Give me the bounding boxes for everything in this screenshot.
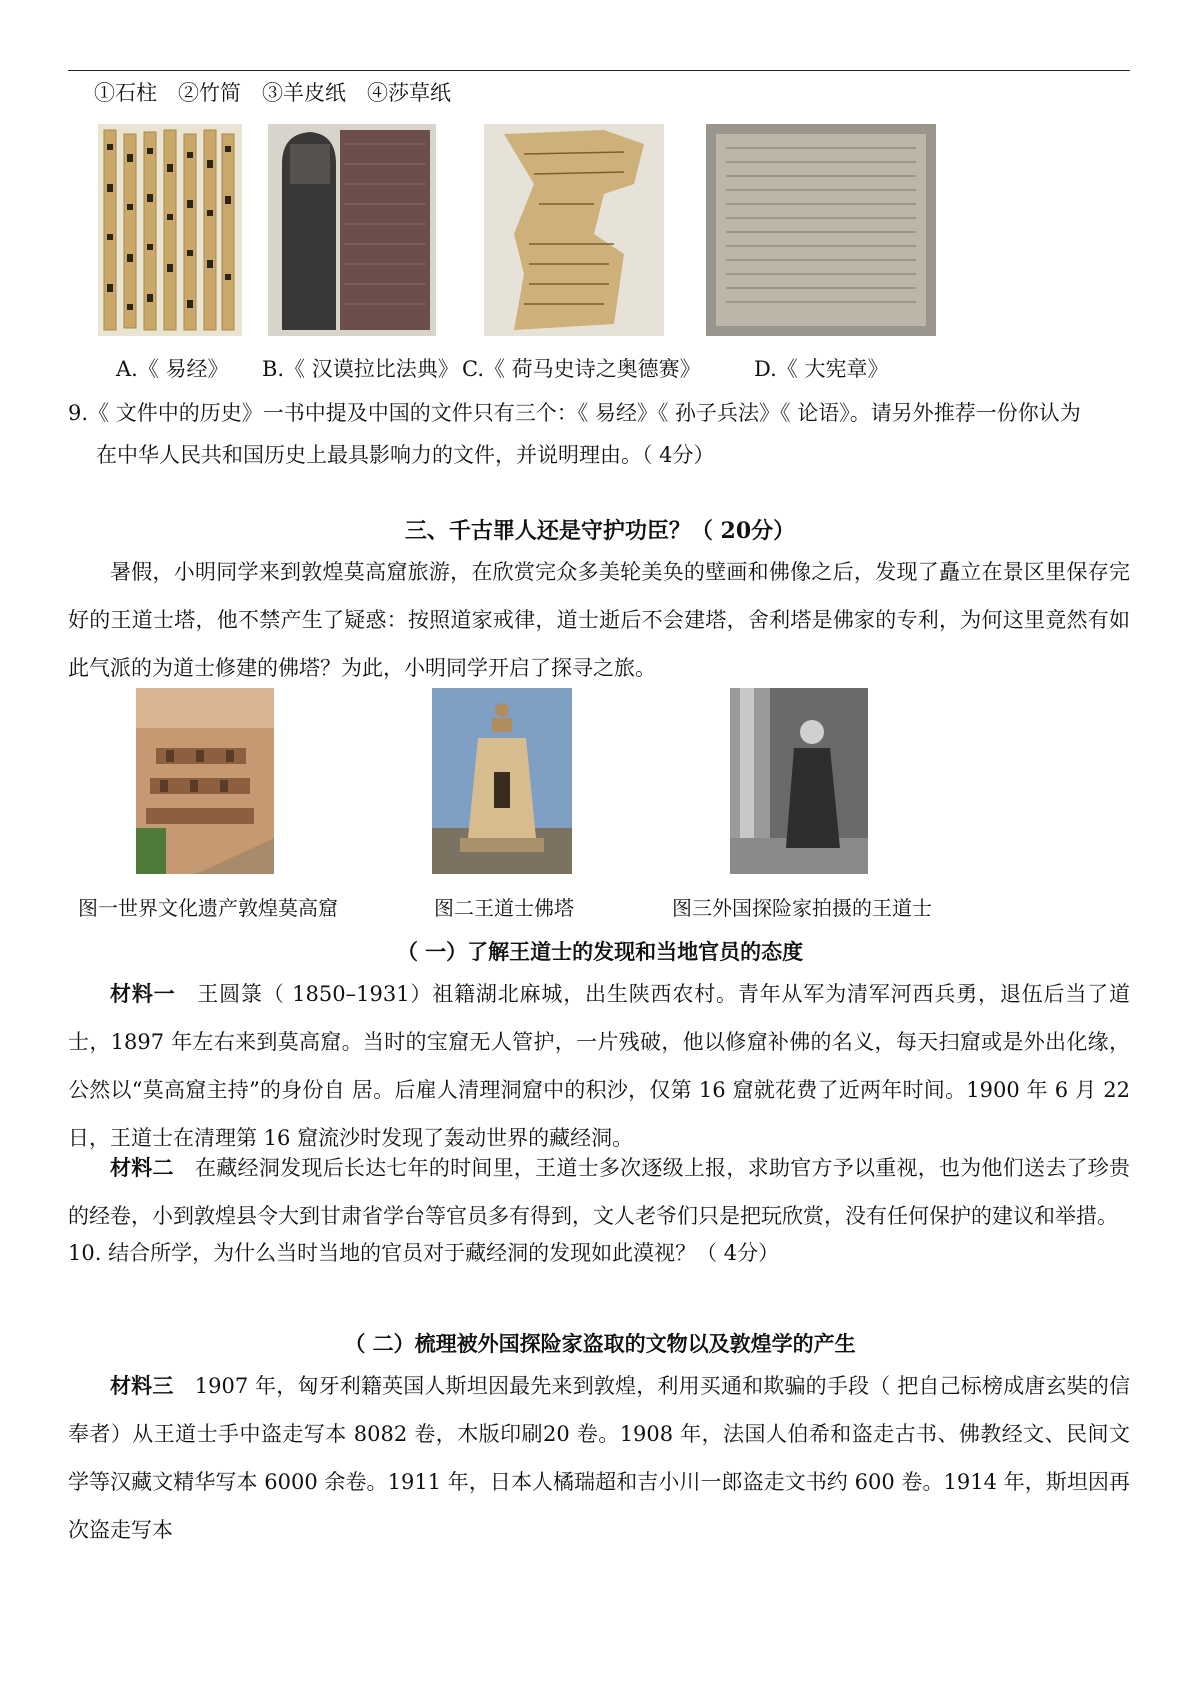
question-9-line1: 9.《 文件中的历史》一书中提及中国的文件只有三个：《 易经》《 孙子兵法》《 论语》。请另外推荐一份你认为 [68, 401, 1081, 425]
material-2-text: 在藏经洞发现后长达七年的时间里，王道士多次逐级上报，求助官方予以重视，也为他们送去了珍贵的经卷，小到敦煌县令大到甘肃省学台等官员多有得到，文人老爷们只是把玩欣赏，没有任何保护的建议和举措。 [68, 1156, 1131, 1228]
papyrus-odyssey-image [484, 124, 664, 336]
choice-c: C.《 荷马史诗之奥德赛》 [462, 357, 701, 381]
material-3 [68, 1362, 1130, 1554]
section-3-title: 三、千古罪人还是守护功臣？（ 20分） [404, 518, 796, 544]
subsection-1-title: （ 一）了解王道士的发现和当地官员的态度 [396, 939, 804, 964]
wang-daoshi-photo-image [730, 688, 868, 874]
options-line: ①石柱 ②竹简 ③羊皮纸 ④莎草纸 [94, 81, 451, 105]
material-2 [68, 1144, 1130, 1240]
mogao-caves-image [136, 688, 274, 874]
code-of-hammurabi-stele-image [268, 124, 436, 336]
material-1 [68, 970, 1130, 1162]
magna-carta-image [706, 124, 936, 336]
figure-3-caption: 图三外国探险家拍摄的王道士 [672, 896, 932, 920]
choice-d: D.《 大宪章》 [754, 357, 889, 381]
question-9-line2: 在中华人民共和国历史上最具影响力的文件，并说明理由。（ 4分） [96, 443, 715, 467]
header-rule [68, 70, 1130, 71]
section-3-intro: 暑假，小明同学来到敦煌莫高窟旅游，在欣赏完众多美轮美奂的壁画和佛像之后，发现了矗立在景区里保存完好的王道士塔，他不禁产生了疑惑：按照道家戒律，道士逝后不会建塔，舍利塔是佛家的专利，为何这里竟然有如此气派的为道士修建的佛塔？为此，小明同学开启了探寻之旅。 [68, 560, 1130, 680]
figure-2-caption: 图二王道士佛塔 [434, 896, 574, 920]
material-3-text: 1907 年，匈牙利籍英国人斯坦因最先来到敦煌，利用买通和欺骗的手段（ 把自己标榜成唐玄奘的信奉者）从王道士手中盗走写本 8082 卷，木版印刷20 卷。1908 年，法国人伯希和盗走古书、佛教经文、民间文学等汉藏文精华写本 6000 余卷。1911 年，日本人橘瑞超和吉小川一郎盗走文书约 600 卷。1914 年，斯坦因再次盗走写本 [68, 1374, 1131, 1542]
bamboo-slips-image [98, 124, 242, 336]
question-10: 10. 结合所学，为什么当时当地的官员对于藏经洞的发现如此漠视？（ 4分） [68, 1241, 780, 1265]
material-1-text: 王圆箓（ 1850–1931）祖籍湖北麻城，出生陕西农村。青年从军为清军河西兵勇，退伍后当了道士，1897 年左右来到莫高窟。当时的宝窟无人管护，一片残破，他以修窟补佛的名义，每天扫窟或是外出化缘，公然以“莫高窟主持”的身份自 居。后雇人清理洞窟中的积沙，仅第 16 窟就花费了近两年时间。1900 年 6 月 22 日，王道士在清理第 16 窟流沙时发现了轰动世界的藏经洞。 [68, 982, 1131, 1150]
figure-1-caption: 图一世界文化遗产敦煌莫高窟 [78, 896, 338, 920]
material-1-label: 材料一 [110, 981, 176, 1006]
material-3-label: 材料三 [110, 1373, 174, 1398]
material-2-label: 材料二 [110, 1155, 174, 1180]
choice-a: A.《 易经》 [116, 357, 229, 381]
choice-b: B.《 汉谟拉比法典》 [262, 357, 459, 381]
wang-daoshi-pagoda-image [432, 688, 572, 874]
subsection-2-title: （ 二）梳理被外国探险家盗取的文物以及敦煌学的产生 [344, 1331, 856, 1356]
